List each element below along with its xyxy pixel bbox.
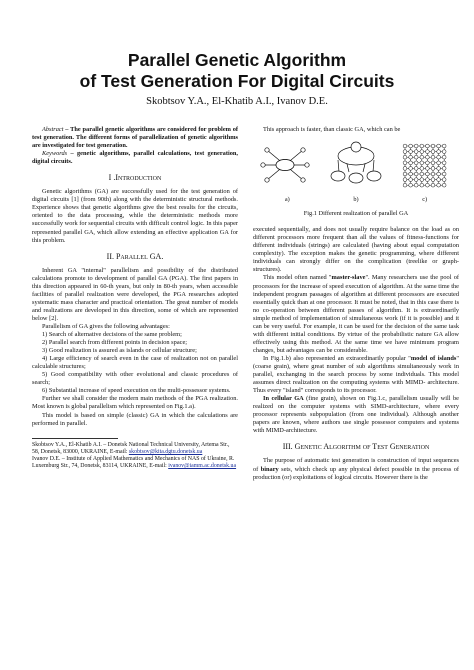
grid-cell [403,183,407,187]
grid-cell [414,150,418,154]
figure-1b-islands [331,142,381,183]
list-item: 4) Large efficiency of search even in the case of realization not on parallel calculable structures; [32,355,238,371]
keywords: Keywords – genetic algorithms, parallel calculations, test generation, digital circuits. [32,150,238,166]
grid-cell [431,183,435,187]
grid-cell [409,178,413,182]
figure-1-diagram [253,138,459,190]
grid-cell [431,144,435,148]
grid-cell [403,167,407,171]
grid-cell [409,150,413,154]
grid-cell [409,183,413,187]
title-line-1: Parallel Genetic Algorithm [127,50,347,70]
grid-cell [426,172,430,176]
grid-cell [437,178,441,182]
section-2-closing-2: This model is based on simple (classic) GA in which the calculations are performed in parallel. [32,411,238,427]
grid-cell [437,172,441,176]
grid-cell [409,167,413,171]
grid-cell [420,178,424,182]
figure-1a-master-slave [261,148,309,182]
grid-cell [442,167,446,171]
abstract-text: The parallel genetic algorithms are considered for problem of test generation. The different forms of parallelization of genetic algorithms are investigated for test generation. [32,126,238,150]
grid-cell [431,178,435,182]
grid-cell [420,167,424,171]
term-cellular-ga: In cellular GA [263,395,304,403]
figure-label-a: a) [284,196,290,204]
grid-cell [437,161,441,165]
grid-cell [442,178,446,182]
grid-cell [437,144,441,148]
grid-cell [437,167,441,171]
list-item: 1) Search of alternative decisions of the same problem; [42,331,182,339]
term-binary: binary [260,465,279,473]
section-2-closing-1: Further we shall consider the modern main methods of the PGA realization. Most known is global parallelism which represented on Fig.1.a). [32,395,238,411]
grid-cell [403,150,407,154]
grid-cell [420,183,424,187]
grid-cell [409,144,413,148]
grid-cell [426,150,430,154]
grid-cell [431,155,435,159]
abstract-label: Abstract [42,126,64,133]
grid-cell [426,155,430,159]
grid-cell [442,172,446,176]
grid-cell [403,172,407,176]
grid-cell [437,150,441,154]
section-1-paragraph: Genetic algorithms (GA) are successfully used for the test generation of digital circuits [1] (from 90th) along with the deterministic structural methods. Experience shows that genetic algorithms give the best results for the circuits, oriented to the data processing, while the deterministic methods more successfully work for sequential circuits with difficult control logic. In this paper represented parallel GA, which allow extending an effective application GA for this problem. [32,188,238,244]
figure-1-caption: Fig.1 Different realization of parallel GA [303,210,409,218]
grid-cell [403,155,407,159]
grid-cell [442,161,446,165]
grid-cell [442,150,446,154]
grid-cell [437,183,441,187]
figure-1-sublabels [253,196,459,204]
grid-cell [431,172,435,176]
grid-cell [409,155,413,159]
grid-cell [403,161,407,165]
figure-label-b: b) [353,196,359,204]
section-3-heading: III. Genetic Algorithm of Test Generation [282,442,430,452]
list-item: 2) Parallel search from different points in decision space; [42,339,188,347]
grid-cell [442,155,446,159]
footnote-divider [32,438,118,439]
grid-cell [414,155,418,159]
figure-1c-cellular-grid [403,144,446,187]
grid-cell [420,144,424,148]
grid-cell [414,178,418,182]
paper-title [0,50,474,92]
grid-cell [426,144,430,148]
grid-cell [431,167,435,171]
grid-cell [442,183,446,187]
grid-cell [414,161,418,165]
list-item: 3) Good realization is assured as islands or cellular structure; [42,347,197,355]
grid-cell [431,150,435,154]
grid-cell [403,178,407,182]
list-item: 6) Substantial increase of speed execution on the multi-possessor systems. [42,387,231,395]
term-master-slave: master-slave [331,274,366,282]
footnote-author-2: Ivanov D.E. – Institute of Applied Mathematics and Mechanics of NAS of Ukraine, R. Luxemburg Str., 74, Donetsk, 83114, UKRAINE, E-mail: ivanov@iamm.ac.donetsk.ua [32,456,237,470]
grid-cell [403,144,407,148]
grid-cell [426,167,430,171]
section-2-paragraph-1: Inherent GA "internal" parallelism and possibility of the distributed calculations promote to development of parallel GA (PGA). The first papers in this direction appeared in 60-th years, but only in 80-th years, when accessible facilities of parallel realization were developed, the PGA researches adopted systematic mass character and practical orientation. The great number of models and realizations are developed in this direction, some of which are represented below [2]. [32,266,238,322]
right-paragraph-1: executed sequentially, and does not usually require balance on the load as on different processors more frequent than all the values of fitness-functions for different individuals (strings) are calculated (having about equal computation complexity). The exception makes the genetic programming, where different individuals can strongly differ on the complication (treelike or graph- structures). [253,226,459,274]
grid-cell [414,167,418,171]
keywords-label: Keywords [42,150,68,158]
grid-cell [426,183,430,187]
right-column [253,126,459,482]
section-2-heading: II. Parallel GA. [106,251,164,261]
figure-label-c: c) [422,196,428,204]
email-link-1[interactable]: skobtsov@kita.dgtu.donetsk.ua [128,448,203,455]
right-paragraph-2: This model often named "master-slave". Many researchers use the pool of processors for the increase of speed execution of algorithm. At the same time the independent program passages of algorithm at different processors are executed essentially quick than at one processor. It must be noted, that in this case there is no co-operation between different passes of algorithm. It is extraordinarily simple method of implementation of simultaneous work (if it is possible) and it can be very useful. For example, it can be used for the decision of the same task with different initial conditions. By virtue of the probabilistic nature GA allow effectively using this method. At the same time we have minimum program changes, but advantages can be considerable. [253,274,459,354]
list-item: 5) Good compatibility with other evolutional and classic procedures of search; [32,371,238,387]
grid-cell [437,155,441,159]
footnote-author-1: Skobtsov Y.A., El-Khatib A.I. – Donetsk National Technical University, Artema Str., 58, Donetsk, 83000, UKRAINE, E-mail: skobtsov@kita.dgtu.donetsk.ua [32,441,230,455]
right-paragraph-5: The purpose of automatic test generation is construction of input sequences of binary sets, which check up any physical defect possible in the process of production (or) exploitations of logical circuits. However there is the [253,457,459,481]
grid-cell [420,155,424,159]
grid-cell [409,172,413,176]
section-2-paragraph-2: Parallelism of GA gives the following advantages: [42,322,170,330]
grid-cell [426,161,430,165]
grid-cell [420,161,424,165]
term-model-of-islands: model of islands [410,354,457,362]
authors: Skobtsov Y.A., El-Khatib A.I., Ivanov D.E. [146,96,328,107]
abstract: Abstract – The parallel genetic algorithms are considered for problem of test generation. The different forms of parallelization of genetic algorithms are investigated for test generation. [32,126,238,150]
grid-cell [426,178,430,182]
grid-cell [442,144,446,148]
email-link-2[interactable]: ivanov@iamm.ac.donetsk.ua [168,463,237,470]
right-intro: This approach is faster, than classic GA, which can be [263,126,401,133]
grid-cell [420,150,424,154]
right-paragraph-4: In cellular GA (fine grain), shown on Fig.1.c, parallelism usually will be realized on the computer systems with SIMD-architecture, where every processor represents subpopulation (from one individual). Although another papers are known, where authors use single possessor computers and systems with MIMD-architecture. [253,395,459,435]
grid-cell [414,183,418,187]
grid-cell [420,172,424,176]
keywords-text: genetic algorithms, parallel calculations, test generation, digital circuits. [32,150,238,166]
grid-cell [414,172,418,176]
grid-cell [414,144,418,148]
left-column [32,126,238,470]
grid-cell [409,161,413,165]
right-paragraph-3: In Fig.1.b) also represented an extraordinarily popular "model of islands" (coarse grain), where great number of sub algorithms simultaneously work in parallel, exchanging in the search process by some individuals. This model assumes direct realization on the computing systems with MIMD- architecture. Thus every "island" corresponds to its processor. [253,354,459,395]
section-1-heading: I .Introduction [108,173,162,183]
grid-cell [431,161,435,165]
title-line-2: of Test Generation For Digital Circuits [79,71,395,91]
